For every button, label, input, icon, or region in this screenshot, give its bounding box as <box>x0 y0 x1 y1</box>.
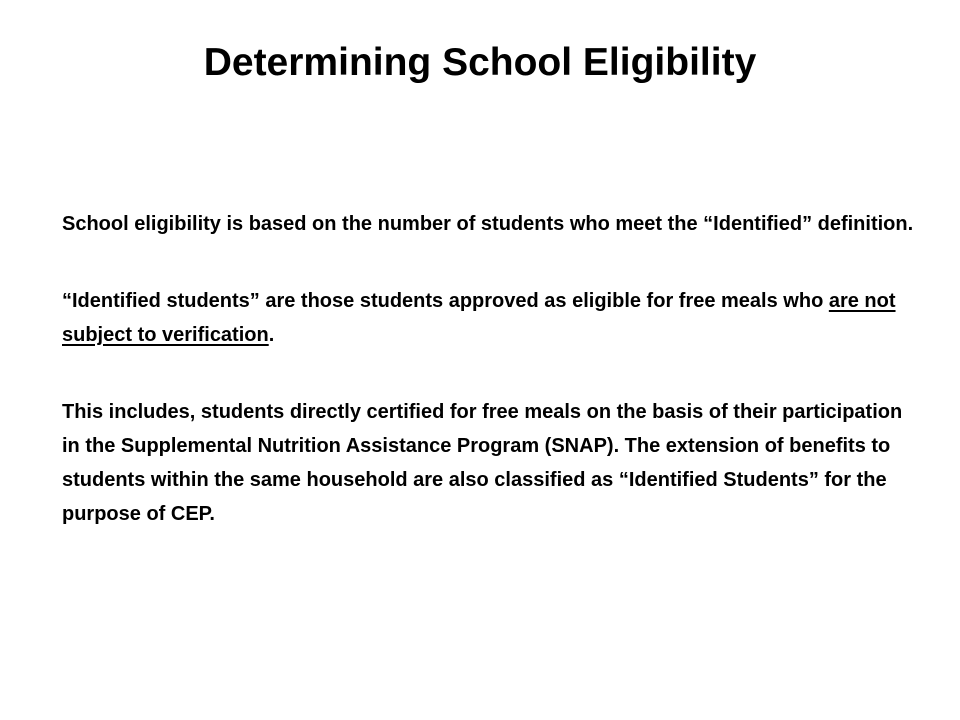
paragraph-eligibility-basis: School eligibility is based on the number of students who meet the “Identified” definition. <box>62 213 914 235</box>
underlined-phrase-not-subject-to-verification: are not subject to verification <box>62 290 896 346</box>
paragraph-identified-students-period: . <box>268 324 275 346</box>
paragraph-snap-direct-certification: This includes, students directly certified for free meals on the basis of their participation in the Supplemental Nutrition Assistance Program (SNAP). The extension of benefits to students within the same household are also classified as “Identified Students” for the purpose of CEP. <box>62 401 903 525</box>
paragraph-identified-students-text: “Identified students” are those students approved as eligible for free meals who <box>62 290 829 312</box>
slide-body <box>62 207 922 531</box>
paragraph-identified-students <box>62 284 922 352</box>
slide-title: Determining School Eligibility <box>203 41 757 84</box>
